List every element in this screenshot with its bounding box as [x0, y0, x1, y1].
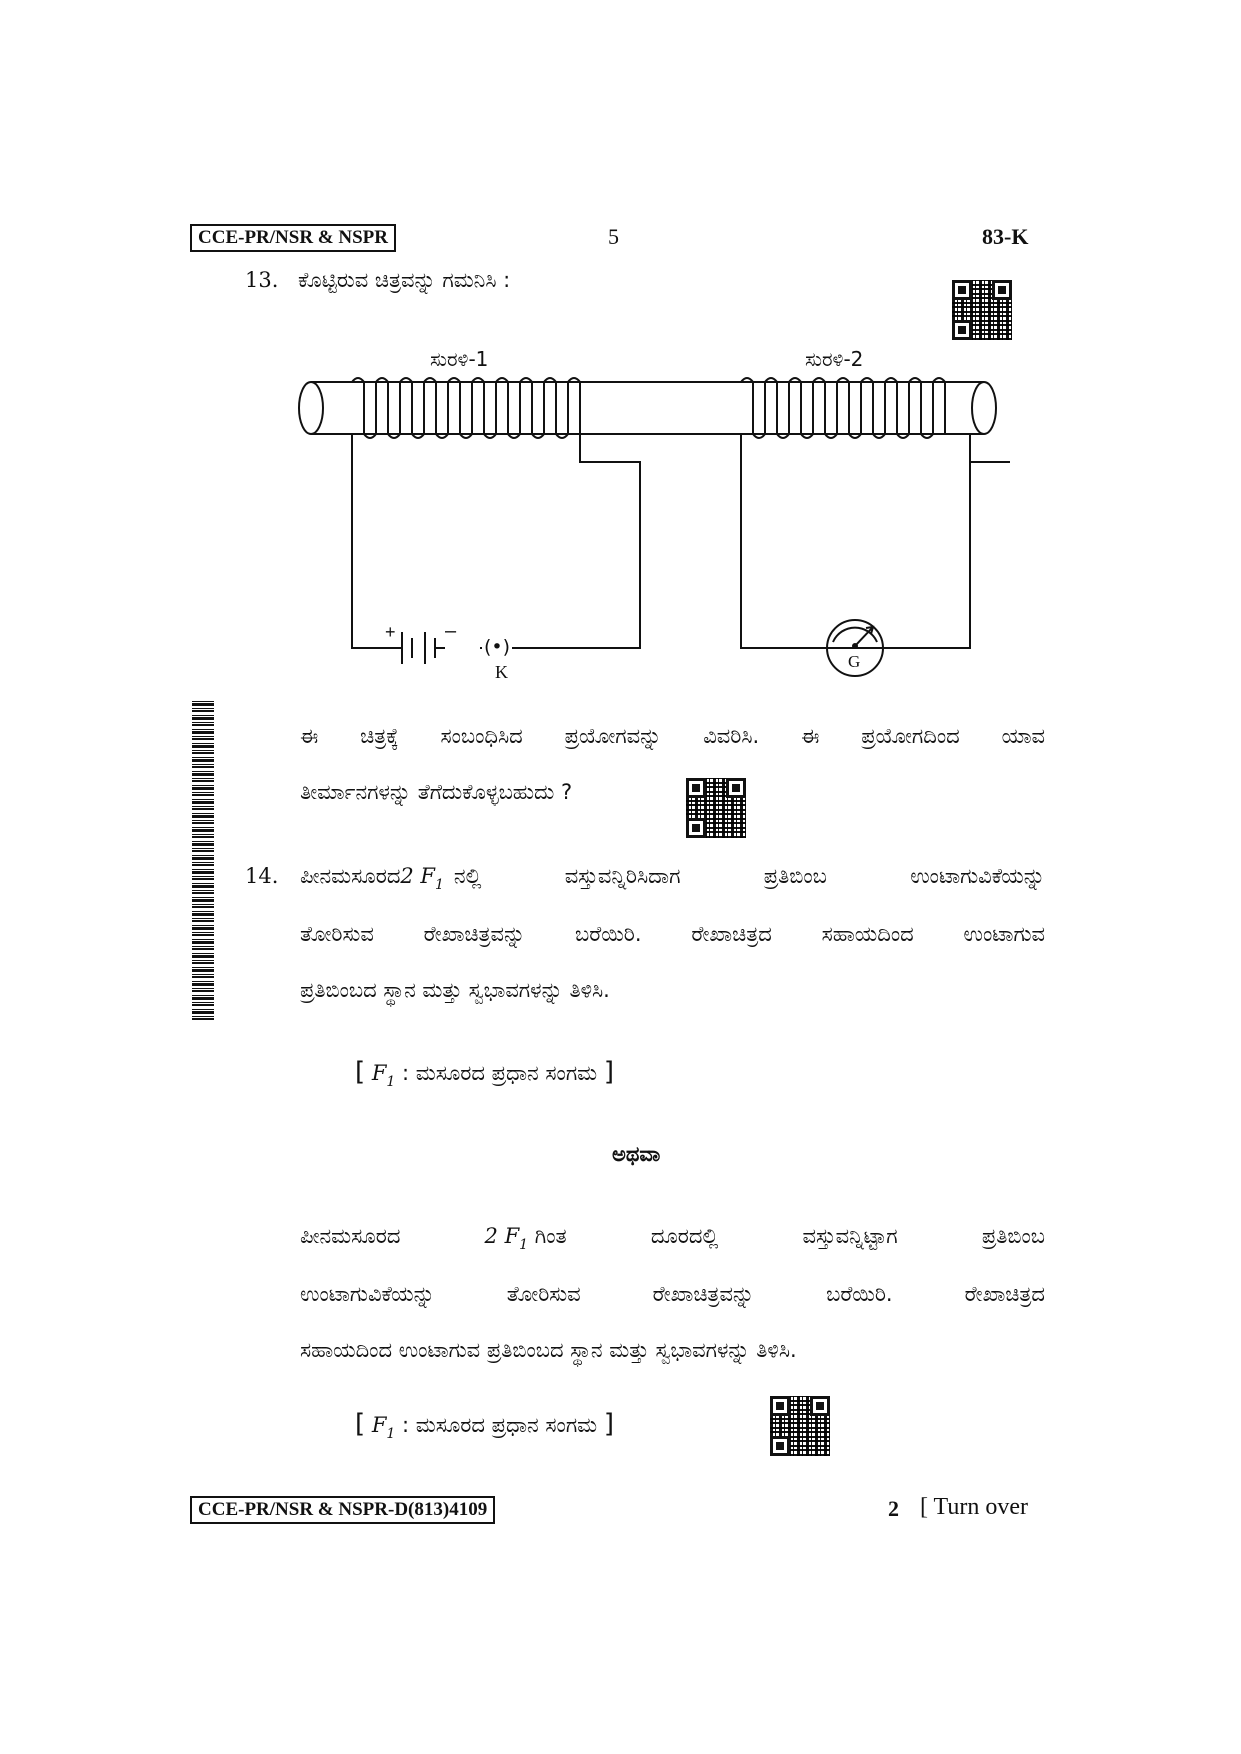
question-13-prompt: ಕೊಟ್ಟಿರುವ ಚಿತ್ರವನ್ನು ಗಮನಿಸಿ : — [298, 268, 511, 292]
question-14-line-2: ತೋರಿಸುವ ರೇಖಾಚಿತ್ರವನ್ನು ಬರೆಯಿರಿ. ರೇಖಾಚಿತ್ರದ ಸಹಾಯದಿಂದ ಉಂಟಾಗುವ — [300, 922, 1045, 946]
battery-plus-sign: + — [385, 622, 396, 642]
question-13-text-line-2: ತೀರ್ಮಾನಗಳನ್ನು ತೆಗೆದುಕೊಳ್ಳಬಹುದು ? — [300, 780, 573, 804]
question-14-number: 14. — [245, 864, 279, 888]
qr-code-q13-answer — [686, 778, 746, 838]
alt-question-note: [ $F_1$ : ಮಸೂರದ ಪ್ರಧಾನ ಸಂಗಮ ] — [355, 1409, 614, 1442]
coil-1-windings — [352, 378, 580, 438]
footer-left-code: CCE-PR/NSR & NSPR-D(813)4109 — [190, 1496, 495, 1524]
turn-over-label: [ Turn over — [920, 1494, 1029, 1520]
circuit-2-right-wire-top — [970, 434, 1010, 462]
tube-left-end — [299, 382, 323, 434]
page-number: 5 — [608, 224, 619, 249]
q14-line1-part-b: ನಲ್ಲಿ ವಸ್ತುವನ್ನಿರಿಸಿದಾಗ ಪ್ರತಿಬಿಂಬ ಉಂಟಾಗುವಿಕೆಯನ್ನು — [453, 864, 1045, 888]
footer-page-number: 2 — [888, 1496, 899, 1521]
alt-question-line-3: ಸಹಾಯದಿಂದ ಉಂಟಾಗುವ ಪ್ರತಿಬಿಂಬದ ಸ್ಥಾನ ಮತ್ತು ಸ್ವಭಾವಗಳನ್ನು ತಿಳಿಸಿ. — [300, 1338, 797, 1362]
circuit-2-left-wire — [741, 434, 826, 648]
q14-line1-part-a: ಪೀನಮಸೂರದ — [300, 864, 401, 888]
question-13-text-line-1: ಈ ಚಿತ್ರಕ್ಕೆ ಸಂಬಂಧಿಸಿದ ಪ್ರಯೋಗವನ್ನು ವಿವರಿಸಿ. ಈ ಪ್ರಯೋಗದಿಂದ ಯಾವ — [300, 724, 1045, 748]
key-label: K — [495, 662, 508, 682]
question-14-note: [ $F_1$ : ಮಸೂರದ ಪ್ರಧಾನ ಸಂಗಮ ] — [355, 1057, 614, 1090]
question-14-line-1 — [300, 862, 1045, 899]
coil-2-label: ಸುರಳಿ-2 — [805, 347, 864, 371]
circuit-1-left-wire — [352, 434, 390, 648]
tube-right-end — [972, 382, 996, 434]
question-14-line-3: ಪ್ರತಿಬಿಂಬದ ಸ್ಥಾನ ಮತ್ತು ಸ್ವಭಾವಗಳನ್ನು ತಿಳಿಸಿ. — [300, 978, 610, 1002]
header-left-code: CCE-PR/NSR & NSPR — [190, 224, 396, 252]
circuit-1-right-wire — [480, 434, 640, 648]
qr-code-q13-diagram — [952, 280, 1012, 340]
alt-question-line-2: ಉಂಟಾಗುವಿಕೆಯನ್ನು ತೋರಿಸುವ ರೇಖಾಚಿತ್ರವನ್ನು ಬರೆಯಿರಿ. ರೇಖಾಚಿತ್ರದ — [300, 1282, 1045, 1306]
side-barcode — [192, 698, 214, 1020]
question-13-number: 13. — [245, 268, 279, 292]
q14-2f1-term: 2 $F_1$ — [400, 864, 444, 893]
battery-minus-sign: – — [445, 620, 457, 642]
or-separator: ಅಥವಾ — [612, 1142, 661, 1166]
coil-2-windings — [741, 378, 945, 438]
header-right-code: 83-K — [982, 224, 1029, 249]
key-symbol: (•) — [484, 636, 511, 658]
circuit-2-right-wire — [822, 462, 970, 648]
qr-code-q14 — [770, 1396, 830, 1456]
alt-question-line-1: ಪೀನಮಸೂರದ 2 $F_1$ ಗಿಂತ ದೂರದಲ್ಲಿ ವಸ್ತುವನ್ನಿಟ್ಟಾಗ ಪ್ರತಿಬಿಂಬ — [300, 1224, 1045, 1253]
galvanometer-needle — [855, 628, 872, 646]
coil-1-label: ಸುರಳಿ-1 — [430, 347, 489, 371]
galvanometer-label: G — [848, 652, 861, 671]
